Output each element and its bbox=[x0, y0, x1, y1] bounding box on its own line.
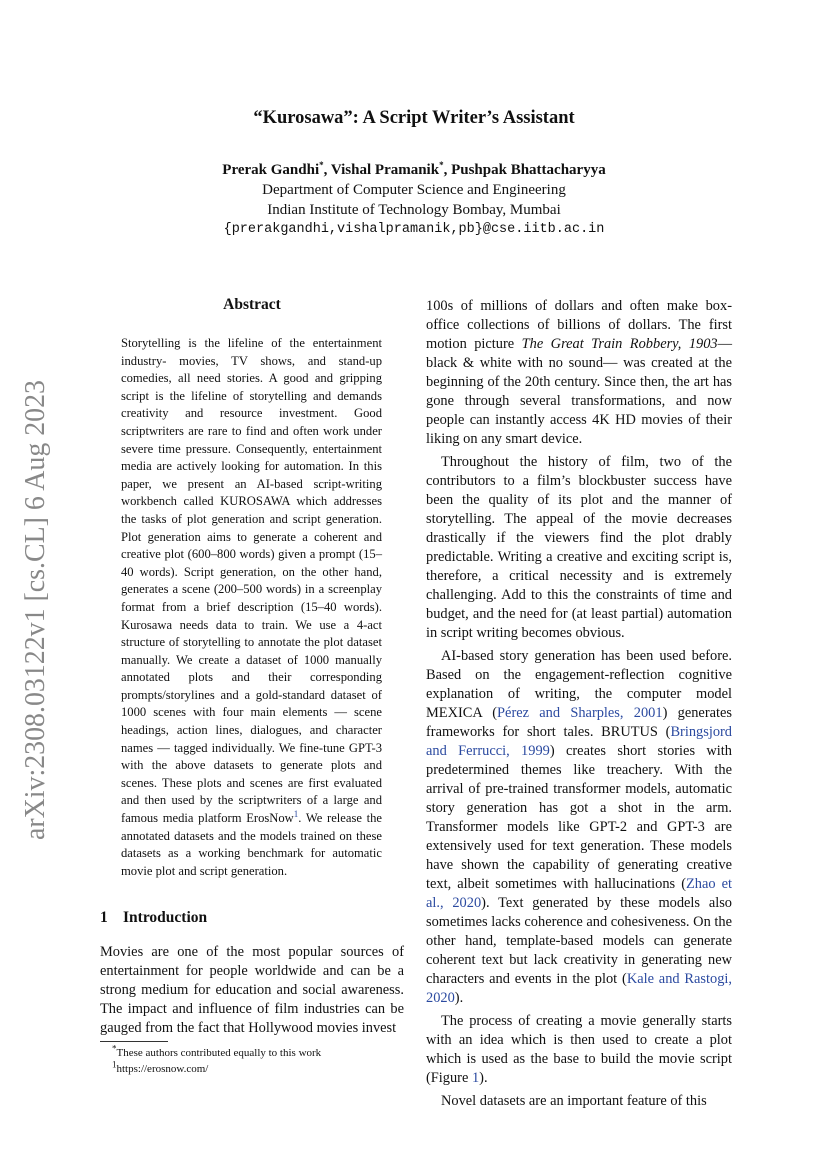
footnote-ref[interactable]: 1 bbox=[293, 808, 299, 819]
author-department: Department of Computer Science and Engineering bbox=[262, 182, 566, 198]
author-name: Prerak Gandhi bbox=[222, 162, 320, 178]
intro-paragraph: 100s of millions of dollars and often make box-office collections of billions of dollars. The first motion picture The Great Train Robbery, 1903— black & white with no sound— was created at the beginning of the 20th century. Since then, the art has gone through several transformations, and now people can instantly access 4K HD movies of their liking on any smart device. bbox=[426, 298, 732, 447]
footnote: $^1$https://erosnow.com/ bbox=[112, 1059, 209, 1075]
author-institute: Indian Institute of Technology Bombay, Mumbai bbox=[267, 202, 561, 218]
section-title: Introduction bbox=[123, 909, 208, 927]
intro-paragraph: AI-based story generation has been used before. Based on the engagement-reflection cognitive explanation of writing, the computer model MEXICA (Pérez and Sharples, 2001) generates frameworks for short tales. BRUTUS (Bringsjord and Ferrucci, 1999) creates short stories with predetermined themes like treachery. With the arrival of pre-trained transformer models, automatic story generation has got a shot in the arm. Transformer models like GPT-2 and GPT-3 are extensively used for text generation. These models have shown the capability of generating creative text, albeit sometimes with hallucinations (Zhao et al., 2020). Text generated by these models also sometimes lacks coherence and cohesiveness. On the other hand, template-based models can generate coherent text but lack creativity in generating new characters and events in the plot (Kale and Rastogi, 2020). bbox=[426, 648, 732, 1006]
section-heading-introduction bbox=[100, 908, 404, 928]
figure-ref-link[interactable]: 1 bbox=[471, 1070, 480, 1086]
intro-paragraph: The process of creating a movie generally starts with an idea which is then used to create a plot which is used as the base to build the movie script (Figure 1). bbox=[426, 1013, 732, 1086]
intro-paragraph: Novel datasets are an important feature of this bbox=[441, 1093, 707, 1109]
film-title: The Great Train Robbery, 1903 bbox=[521, 336, 718, 352]
equal-contribution-mark: * bbox=[439, 160, 444, 170]
footnote: *These authors contributed equally to this work bbox=[112, 1043, 322, 1059]
author-block bbox=[0, 160, 828, 240]
arxiv-stamp bbox=[10, 370, 56, 840]
citation-link[interactable]: Bringsjord and Ferrucci, 1999 bbox=[426, 724, 732, 759]
section-number: 1 bbox=[100, 909, 108, 927]
citation-link[interactable]: Pérez and Sharples, 2001 bbox=[497, 705, 663, 721]
citation-link[interactable]: Zhao et al., 2020 bbox=[426, 876, 732, 911]
right-column bbox=[426, 297, 732, 1111]
author-email[interactable]: {prerakgandhi,vishalpramanik,pb}@cse.iitb.ac.in bbox=[223, 222, 605, 237]
intro-paragraph: Movies are one of the most popular sources of entertainment for people worldwide and can be a strong medium for education and social awareness. The impact and influence of film industries can be gauged from the fact that Hollywood movies invest bbox=[100, 944, 404, 1037]
abstract-text: Storytelling is the lifeline of the entertainment industry- movies, TV shows, and stand-up comedies, all need stories. A good and gripping script is the lifeline of storytelling and demands creativity and resource investment. Good scriptwriters are rare to find and often work under severe time pressure. Consequently, entertainment media are actively looking for automation. In this paper, we present an AI-based script-writing workbench called KUROSAWA which addresses the tasks of plot generation and script generation. Plot generation aims to generate a coherent and creative plot (600–800 words) given a prompt (15–40 words). Script generation, on the other hand, generates a scene (200–500 words) in a screenplay format from a brief description (15–40 words). Kurosawa needs data to train. We use a 4-act structure of storytelling to annotate the plot dataset manually. We create a dataset of 1000 manually annotated plots and their corresponding prompts/storylines and a gold-standard dataset of 1000 scenes with four main elements — scene headings, action lines, dialogues, and character names — tagged individually. We fine-tune GPT-3 with the above datasets to generate plots and scenes. These plots and scenes are first evaluated and then used by the scriptwriters of a large and famous media platform ErosNow$^1$. We release the annotated datasets and the models trained on these datasets as a working benchmark for automatic movie plot and script generation. bbox=[121, 336, 382, 878]
footnote-url[interactable]: https://erosnow.com/ bbox=[116, 1063, 209, 1075]
equal-contribution-mark: * bbox=[319, 160, 324, 170]
arxiv-stamp-text: arXiv:2308.03122v1 [cs.CL] 6 Aug 2023 bbox=[20, 378, 51, 840]
footnotes bbox=[112, 1045, 412, 1077]
author-names: Prerak Gandhi*, Vishal Pramanik*, Pushpak Bhattacharyya bbox=[222, 160, 606, 178]
footnote-divider bbox=[100, 1041, 168, 1042]
abstract-heading: Abstract bbox=[223, 296, 281, 313]
intro-paragraph: Throughout the history of film, two of the contributors to a film’s blockbuster success have been the quality of its plot and the manner of storytelling. The appeal of the movie decreases drastically if the viewers find the plot drably predictable. Writing a creative and exciting script is, therefore, a critical necessity and is extremely challenging. Add to this the constraints of time and budget, and the need for (at least partial) automation in script writing becomes obvious. bbox=[426, 454, 732, 641]
left-column bbox=[100, 295, 404, 1038]
paper-title: “Kurosawa”: A Script Writer’s Assistant bbox=[253, 108, 575, 128]
author-name: Pushpak Bhattacharyya bbox=[451, 162, 606, 178]
author-name: Vishal Pramanik bbox=[330, 162, 440, 178]
citation-link[interactable]: Kale and Rastogi, 2020 bbox=[426, 971, 732, 1006]
